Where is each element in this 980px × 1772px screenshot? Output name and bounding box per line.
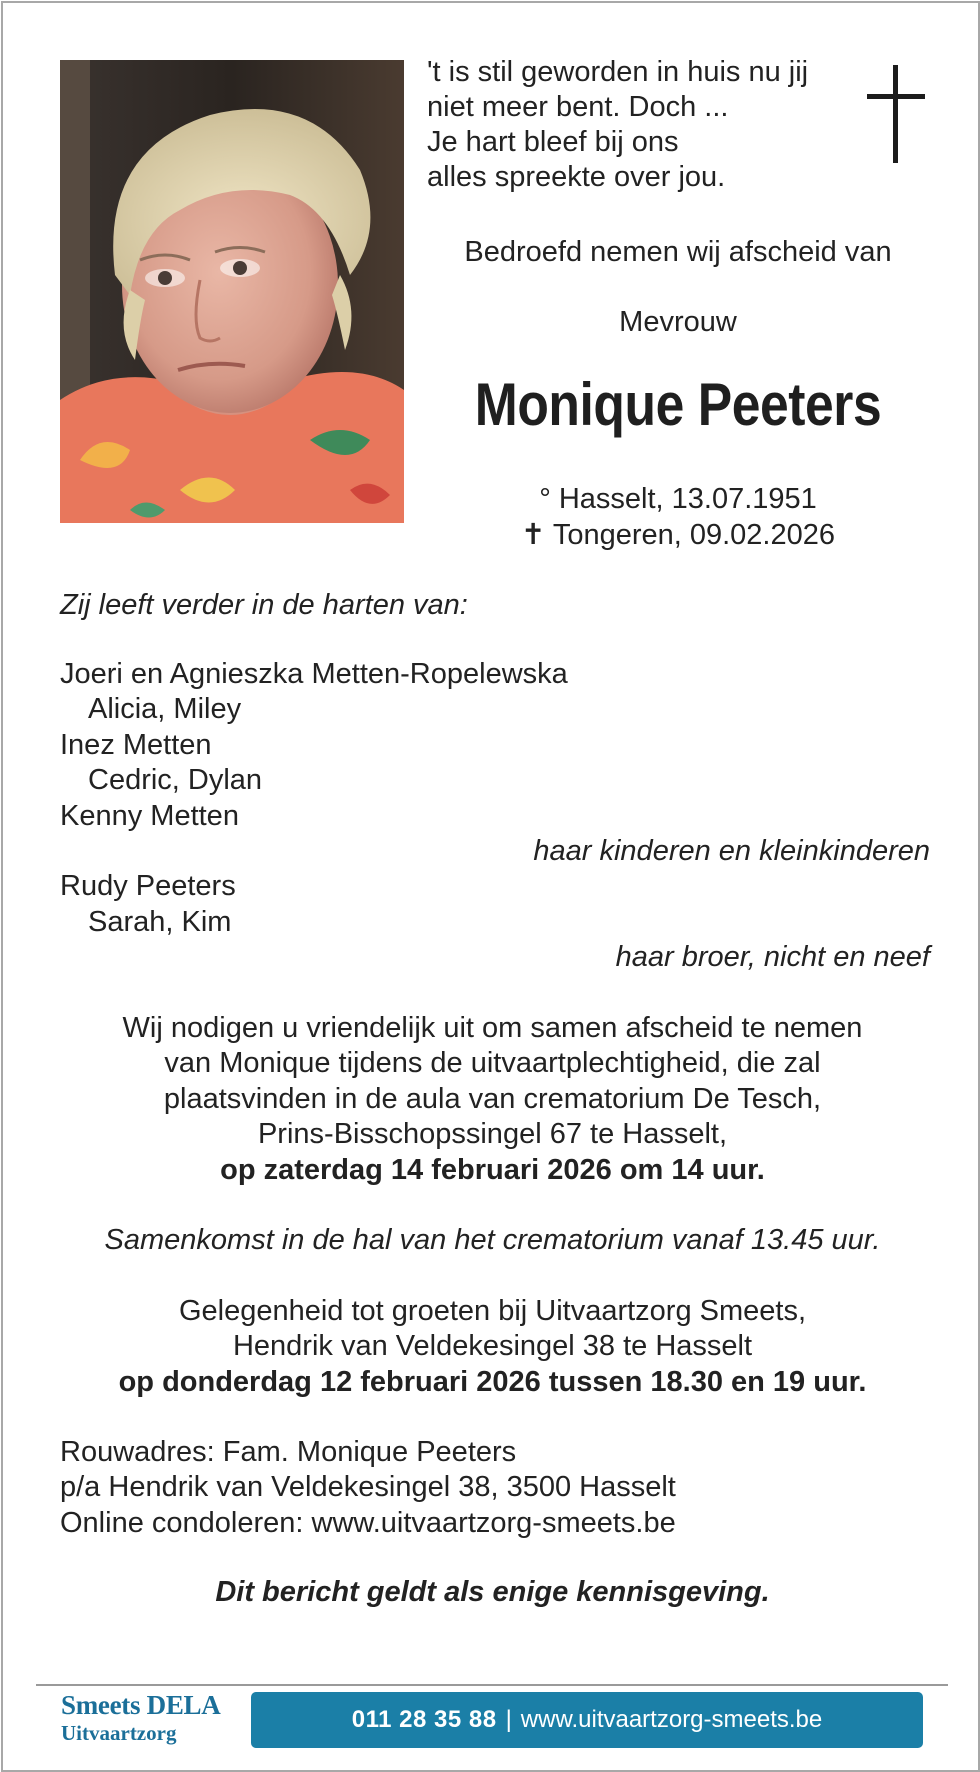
brand-name: Smeets DELA	[61, 1690, 221, 1720]
separator: |	[505, 1706, 512, 1733]
footer-divider	[36, 1684, 948, 1686]
notice-text: Dit bericht geldt als enige kennisgeving.	[215, 1576, 770, 1608]
death-date: ✝ Tongeren, 09.02.2026	[520, 519, 835, 551]
list-item: Joeri en Agnieszka Metten-Ropelewska	[60, 658, 568, 690]
list-item: Rudy Peeters	[60, 870, 236, 903]
poem-line: Je hart bleef bij ons	[427, 126, 679, 158]
brand-logo	[61, 1689, 251, 1745]
invitation-line: van Monique tijdens de uitvaartplechtigheid, die zal	[164, 1047, 821, 1080]
relation-label: haar kinderen en kleinkinderen	[533, 834, 930, 867]
condolence-link[interactable]: Online condoleren: www.uitvaartzorg-smeets.be	[60, 1506, 676, 1539]
poem-line: 't is stil geworden in huis nu jij	[427, 56, 809, 88]
ceremony-invitation	[60, 1011, 925, 1188]
ceremony-datetime: op zaterdag 14 februari 2026 om 14 uur.	[220, 1153, 765, 1186]
intro-text: Bedroefd nemen wij afscheid van	[464, 236, 892, 268]
list-item: Sarah, Kim	[88, 905, 232, 938]
brand-subtitle: Uitvaartzorg	[61, 1721, 177, 1745]
poem	[427, 55, 847, 195]
honorific: Mevrouw	[619, 306, 737, 338]
visitation-info	[60, 1294, 925, 1400]
invitation-line: plaatsvinden in de aula van crematorium De Tesch,	[163, 1082, 822, 1115]
visitation-line: Hendrik van Veldekesingel 38 te Hasselt	[232, 1330, 753, 1363]
address-line: Rouwadres: Fam. Monique Peeters	[60, 1436, 517, 1468]
cross-icon	[867, 65, 925, 163]
gathering-note: Samenkomst in de hal van het crematorium vanaf 13.45 uur.	[104, 1224, 881, 1256]
website-link[interactable]: www.uitvaartzorg-smeets.be	[520, 1706, 823, 1733]
relation-label: haar broer, nicht en neef	[615, 941, 930, 974]
survivors-list	[60, 657, 930, 976]
birth-date: ° Hasselt, 13.07.1951	[539, 483, 817, 515]
obituary-card	[1, 1, 980, 1772]
list-item: Alicia, Miley	[88, 693, 242, 726]
life-dates	[433, 481, 923, 553]
invitation-line: Wij nodigen u vriendelijk uit om samen afscheid te nemen	[122, 1012, 863, 1044]
mourning-address	[60, 1435, 676, 1541]
address-line: p/a Hendrik van Veldekesingel 38, 3500 Hasselt	[60, 1471, 676, 1504]
survivors-heading: Zij leeft verder in de harten van:	[60, 589, 468, 621]
list-item: Cedric, Dylan	[88, 764, 263, 797]
list-item: Kenny Metten	[60, 799, 239, 832]
visitation-line: Gelegenheid tot groeten bij Uitvaartzorg Smeets,	[178, 1295, 807, 1327]
poem-line: alles spreekte over jou.	[427, 161, 726, 193]
list-item: Inez Metten	[60, 728, 212, 761]
poem-line: niet meer bent. Doch ...	[427, 91, 729, 123]
portrait-photo	[60, 60, 404, 523]
invitation-line: Prins-Bisschopssingel 67 te Hasselt,	[257, 1118, 728, 1151]
phone-number[interactable]: 011 28 35 88	[351, 1706, 497, 1733]
deceased-name: Monique Peeters	[474, 371, 882, 438]
contact-bar	[251, 1692, 923, 1748]
visitation-datetime: op donderdag 12 februari 2026 tussen 18.30 en 19 uur.	[118, 1365, 867, 1398]
